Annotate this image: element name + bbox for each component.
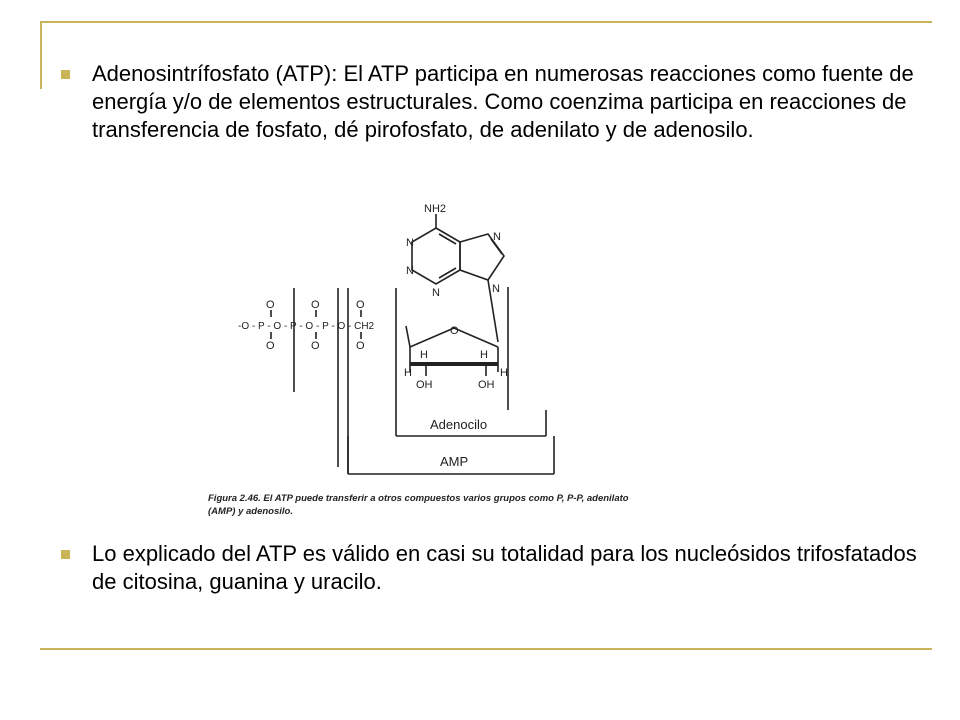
amp-label: AMP [440,454,469,469]
nh2-label: NH2 [424,203,447,215]
n9-label: N [492,283,500,295]
h-label-4: H [500,367,508,379]
figure-caption-line-1: Figura 2.46. El ATP puede transferir a otros compuestos varios grupos como P, P-P, adenilato [208,493,629,504]
o-top-label-2: O [311,299,320,311]
o-bottom-label-1: O [266,340,275,352]
n1-label: N [406,237,414,249]
purine-six-ring [412,228,460,284]
bullet-icon [61,70,70,79]
n-bottom-label: N [432,287,440,299]
oh-label-2: OH [478,379,495,391]
o-top-label-3: O [356,299,365,311]
phosphate-chain-label: -O - P - O - P - O - P - O - CH2 [238,321,375,332]
h-label-3: H [404,367,412,379]
figure-caption-line-2: (AMP) y adenosilo. [208,506,293,517]
o-top-label-1: O [266,299,275,311]
h-label-1: H [420,349,428,361]
n7-label: N [493,231,501,243]
bottom-rule [40,648,932,650]
h-label-2: H [480,349,488,361]
n3-label: N [406,265,414,277]
bullet-text-nucleosides: Lo explicado del ATP es válido en casi su totalidad para los nucleósidos trifosfatados de citosina, guanina y uracilo. [92,541,917,594]
o-bottom-label-3: O [356,340,365,352]
bullet-icon [61,550,70,559]
ribose-o-label: O [450,325,459,337]
side-rule [40,21,42,89]
o-bottom-label-2: O [311,340,320,352]
bullet-text-atp: Adenosintrífosfato (ATP): El ATP participa en numerosas reacciones como fuente de energía y/o de elementos estructurales. Como coenzima participa en reacciones de transferencia de fosfato, dé pirofosfato, de adenilato y de adenosilo. [92,61,914,142]
top-rule [40,21,932,23]
atp-diagram [198,192,678,530]
atp-structure-figure [198,192,678,530]
oh-label-1: OH [416,379,433,391]
adenocilo-label: Adenocilo [430,417,488,432]
